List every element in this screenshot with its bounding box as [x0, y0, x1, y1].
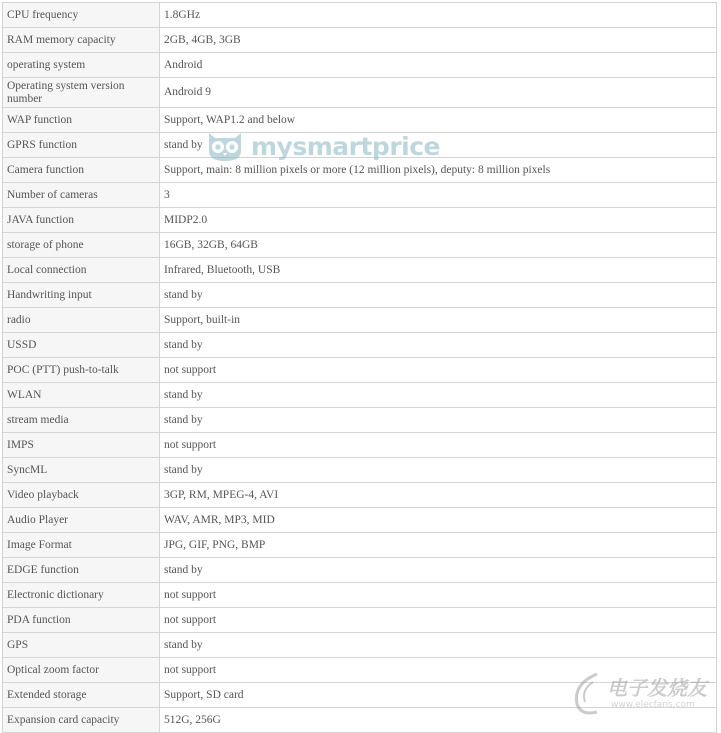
table-row: [3, 383, 717, 408]
spec-value: 512G, 256G: [160, 708, 717, 733]
table-row: [3, 633, 717, 658]
spec-label: GPS: [3, 633, 160, 658]
spec-value: not support: [160, 658, 717, 683]
spec-label: Electronic dictionary: [3, 583, 160, 608]
table-row: [3, 3, 717, 28]
spec-label: POC (PTT) push-to-talk: [3, 358, 160, 383]
spec-value: JPG, GIF, PNG, BMP: [160, 533, 717, 558]
spec-value: stand by: [160, 133, 717, 158]
table-row: [3, 158, 717, 183]
table-row: [3, 608, 717, 633]
elecfans-url-text: www.elecfans.com: [611, 700, 695, 710]
table-row: [3, 708, 717, 733]
spec-label: EDGE function: [3, 558, 160, 583]
table-row: [3, 258, 717, 283]
spec-value: stand by: [160, 383, 717, 408]
spec-value: stand by: [160, 458, 717, 483]
spec-label: Expansion card capacity: [3, 708, 160, 733]
table-row: [3, 533, 717, 558]
spec-value: not support: [160, 608, 717, 633]
watermark-text: mysmartprice: [251, 131, 440, 161]
table-row: [3, 683, 717, 708]
spec-label: WLAN: [3, 383, 160, 408]
spec-table: [2, 2, 717, 733]
spec-label: Handwriting input: [3, 283, 160, 308]
spec-value: Support, main: 8 million pixels or more (12 million pixels), deputy: 8 million pixels: [160, 158, 717, 183]
spec-label: Optical zoom factor: [3, 658, 160, 683]
table-row: [3, 78, 717, 108]
spec-label: Audio Player: [3, 508, 160, 533]
table-row: [3, 233, 717, 258]
spec-value: WAV, AMR, MP3, MID: [160, 508, 717, 533]
spec-label: Number of cameras: [3, 183, 160, 208]
spec-label: stream media: [3, 408, 160, 433]
spec-label: WAP function: [3, 108, 160, 133]
spec-value: 3: [160, 183, 717, 208]
spec-value: stand by: [160, 283, 717, 308]
table-row: [3, 108, 717, 133]
spec-value: Support, SD card: [160, 683, 717, 708]
table-row: [3, 358, 717, 383]
spec-label: CPU frequency: [3, 3, 160, 28]
spec-value: Support, built-in: [160, 308, 717, 333]
spec-value: not support: [160, 583, 717, 608]
spec-value: Infrared, Bluetooth, USB: [160, 258, 717, 283]
spec-label: operating system: [3, 53, 160, 78]
spec-label: Camera function: [3, 158, 160, 183]
spec-label: PDA function: [3, 608, 160, 633]
spec-label: Operating system version number: [3, 78, 160, 108]
table-row: [3, 433, 717, 458]
table-row: [3, 333, 717, 358]
table-row: [3, 458, 717, 483]
spec-label: storage of phone: [3, 233, 160, 258]
elecfans-cn-text: 电子发烧友: [607, 676, 707, 700]
table-row: [3, 558, 717, 583]
table-row: [3, 308, 717, 333]
spec-value: 1.8GHz: [160, 3, 717, 28]
spec-label: RAM memory capacity: [3, 28, 160, 53]
table-row: [3, 508, 717, 533]
spec-value: 2GB, 4GB, 3GB: [160, 28, 717, 53]
spec-value: stand by: [160, 408, 717, 433]
table-row: [3, 208, 717, 233]
spec-label: IMPS: [3, 433, 160, 458]
table-row: [3, 53, 717, 78]
table-row: [3, 483, 717, 508]
spec-label: Video playback: [3, 483, 160, 508]
spec-label: JAVA function: [3, 208, 160, 233]
spec-label: SyncML: [3, 458, 160, 483]
spec-value: MIDP2.0: [160, 208, 717, 233]
spec-value: Android: [160, 53, 717, 78]
spec-value: Support, WAP1.2 and below: [160, 108, 717, 133]
spec-value: 3GP, RM, MPEG-4, AVI: [160, 483, 717, 508]
spec-value: stand by: [160, 333, 717, 358]
table-row: [3, 583, 717, 608]
table-row: [3, 28, 717, 53]
table-row: [3, 658, 717, 683]
spec-value: Android 9: [160, 78, 717, 108]
spec-label: Extended storage: [3, 683, 160, 708]
spec-value: not support: [160, 433, 717, 458]
spec-value: 16GB, 32GB, 64GB: [160, 233, 717, 258]
spec-value: not support: [160, 358, 717, 383]
table-row: [3, 408, 717, 433]
spec-label: Image Format: [3, 533, 160, 558]
table-row: [3, 183, 717, 208]
spec-label: GPRS function: [3, 133, 160, 158]
spec-value: stand by: [160, 558, 717, 583]
spec-label: radio: [3, 308, 160, 333]
table-row: [3, 283, 717, 308]
spec-label: USSD: [3, 333, 160, 358]
table-row: [3, 133, 717, 158]
spec-value: stand by: [160, 633, 717, 658]
spec-label: Local connection: [3, 258, 160, 283]
